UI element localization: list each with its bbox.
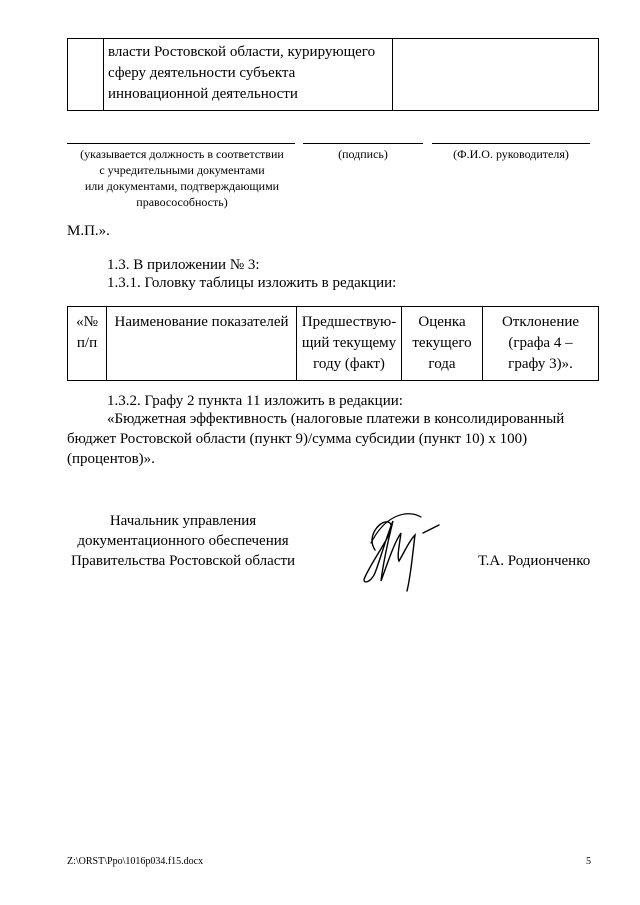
top-table-number-cell xyxy=(68,39,104,111)
top-table xyxy=(67,38,599,111)
name-caption: (Ф.И.О. руководителя) xyxy=(453,147,569,161)
header-col-deviation: Отклонение (графа 4 – графу 3)». xyxy=(483,307,599,381)
item-1-3-2: 1.3.2. Графу 2 пункта 11 изложить в редакции: xyxy=(107,393,403,409)
item-1-3-1: 1.3.1. Головку таблицы изложить в редакции: xyxy=(107,275,397,291)
header-col-name: Наименование показателей xyxy=(107,307,297,381)
top-table-text-cell: власти Ростовской области, курирующего сферу деятельности субъекта инновационной деятельности xyxy=(104,39,393,111)
signature-line xyxy=(303,143,423,144)
name-line xyxy=(432,143,590,144)
signatory-name: Т.А. Родионченко xyxy=(478,553,591,569)
top-table-empty-cell xyxy=(393,39,599,111)
header-col-previous-year: Предшествую- щий текущему году (факт) xyxy=(297,307,402,381)
footer-file-path: Z:\ORST\Ppo\1016p034.f15.docx xyxy=(67,856,204,867)
page-number: 5 xyxy=(586,856,591,867)
signature-caption: (подпись) xyxy=(338,147,388,161)
quote-paragraph: «Бюджетная эффективность (налоговые платежи в консолидированный бюджет Ростовской области (пункт 9)/сумма субсидии (пункт 10) х 100) (процентов)». xyxy=(67,411,565,467)
handwritten-signature xyxy=(335,495,455,595)
header-table xyxy=(67,306,599,381)
header-col-estimate: Оценка текущего года xyxy=(402,307,483,381)
signatory-title: Начальник управления документационного обеспечения Правительства Ростовской области xyxy=(70,513,296,569)
position-line xyxy=(67,143,295,144)
stamp-text: М.П.». xyxy=(67,223,110,239)
position-caption: (указывается должность в соответствии с учредительными документами или документами, подтверждающими правосособность) xyxy=(80,147,284,209)
item-1-3: 1.3. В приложении № 3: xyxy=(107,257,260,273)
header-col-number: «№ п/п xyxy=(68,307,107,381)
